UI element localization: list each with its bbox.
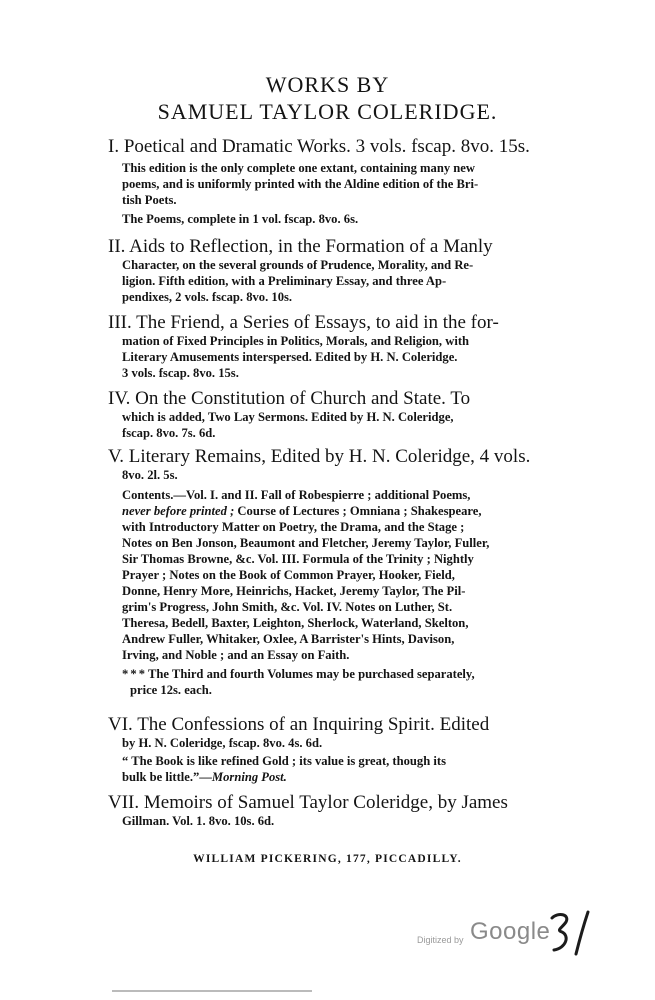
work-entry-2 — [108, 236, 588, 305]
work-entry-5 — [108, 446, 588, 698]
contents-line: grim's Progress, John Smith, &c. Vol. IV. Notes on Luther, St. — [122, 600, 453, 614]
work-description-line: poems, and is uniformly printed with the Aldine edition of the Bri- — [122, 177, 479, 191]
work-heading: V. Literary Remains, Edited by H. N. Coleridge, 4 vols. — [108, 446, 531, 467]
work-extra-line: The Poems, complete in 1 vol. fscap. 8vo. 6s. — [122, 212, 359, 226]
page-edge-line — [112, 990, 312, 992]
work-description-line: which is added, Two Lay Sermons. Edited by H. N. Coleridge, — [122, 410, 454, 424]
work-description-line: by H. N. Coleridge, fscap. 8vo. 4s. 6d. — [122, 736, 323, 750]
work-description-line: fscap. 8vo. 7s. 6d. — [122, 426, 216, 440]
handwritten-mark-icon — [548, 908, 608, 958]
work-heading: VII. Memoirs of Samuel Taylor Coleridge, by James — [108, 792, 508, 813]
work-description-line: 3 vols. fscap. 8vo. 15s. — [122, 366, 239, 380]
work-heading: I. Poetical and Dramatic Works. 3 vols. fscap. 8vo. 15s. — [108, 136, 530, 157]
review-quote-line — [108, 769, 588, 785]
work-entry-4 — [108, 388, 588, 441]
work-description-line: tish Poets. — [122, 193, 177, 207]
header-author: SAMUEL TAYLOR COLERIDGE. — [157, 99, 498, 124]
review-quote-text: bulk be little.” — [122, 770, 200, 784]
work-description-line: This edition is the only complete one extant, containing many new — [122, 161, 475, 175]
review-source: —Morning Post. — [199, 770, 287, 784]
contents-line: Contents.—Vol. I. and II. Fall of Robespierre ; additional Poems, — [122, 488, 471, 502]
volume-note-line: price 12s. each. — [130, 683, 212, 697]
contents-line: Theresa, Bedell, Baxter, Leighton, Sherlock, Waterland, Skelton, — [122, 616, 469, 630]
contents-line: with Introductory Matter on Poetry, the Drama, and the Stage ; — [122, 520, 465, 534]
digitized-by-label: Digitized by — [417, 935, 464, 945]
work-entry-1 — [108, 136, 588, 227]
contents-line: Prayer ; Notes on the Book of Common Prayer, Hooker, Field, — [122, 568, 455, 582]
work-heading: III. The Friend, a Series of Essays, to aid in the for- — [108, 312, 499, 333]
work-heading: VI. The Confessions of an Inquiring Spirit. Edited — [108, 714, 490, 735]
contents-line: Notes on Ben Jonson, Beaumont and Fletcher, Jeremy Taylor, Fuller, — [122, 536, 490, 550]
work-heading: IV. On the Constitution of Church and State. To — [108, 388, 471, 409]
work-description-line: Gillman. Vol. 1. 8vo. 10s. 6d. — [122, 814, 275, 828]
contents-line: Irving, and Noble ; and an Essay on Faith. — [122, 648, 350, 662]
work-entry-3 — [108, 312, 588, 381]
contents-italic-text: never before printed ; — [122, 504, 235, 518]
work-entry-6 — [108, 714, 588, 785]
publisher-imprint: WILLIAM PICKERING, 177, PICCADILLY. — [193, 853, 462, 865]
work-description-line: 8vo. 2l. 5s. — [122, 468, 178, 482]
header-works-by: WORKS BY — [265, 72, 390, 97]
work-description-line: mation of Fixed Principles in Politics, Morals, and Religion, with — [122, 334, 470, 348]
contents-line: Andrew Fuller, Whitaker, Oxlee, A Barrister's Hints, Davison, — [122, 632, 455, 646]
contents-text: Course of Lectures ; Omniana ; Shakespeare, — [234, 504, 482, 518]
work-description-line: Literary Amusements interspersed. Edited by H. N. Coleridge. — [122, 350, 458, 364]
review-quote-line: “ The Book is like refined Gold ; its value is great, though its — [122, 754, 446, 768]
work-heading: II. Aids to Reflection, in the Formation of a Manly — [108, 236, 493, 257]
contents-line — [108, 503, 588, 519]
work-description-line: pendixes, 2 vols. fscap. 8vo. 10s. — [122, 290, 293, 304]
contents-line: Donne, Henry More, Heinrichs, Hacket, Jeremy Taylor, The Pil- — [122, 584, 466, 598]
volume-note-line: * * * The Third and fourth Volumes may be purchased separately, — [122, 667, 475, 681]
google-logo-icon: Google — [470, 918, 551, 945]
work-entry-7 — [108, 792, 588, 829]
work-description-line: ligion. Fifth edition, with a Preliminary Essay, and three Ap- — [122, 274, 447, 288]
work-description-line: Character, on the several grounds of Prudence, Morality, and Re- — [122, 258, 474, 272]
contents-line: Sir Thomas Browne, &c. Vol. III. Formula of the Trinity ; Nightly — [122, 552, 474, 566]
